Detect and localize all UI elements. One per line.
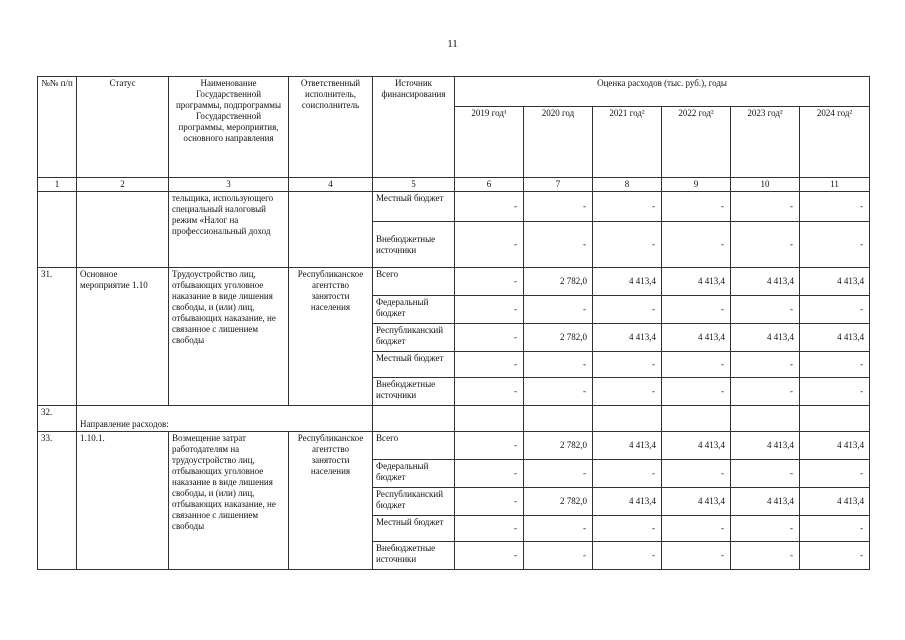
cell-value: - — [524, 516, 593, 542]
cell-source: Всего — [373, 432, 455, 460]
cell-source: Местный бюджет — [373, 516, 455, 542]
cell-value: - — [800, 296, 870, 324]
cell-value: - — [524, 542, 593, 570]
cell-executor: Республиканское агентство занятости населения — [289, 432, 373, 570]
header-num: №№ п/п — [38, 77, 77, 178]
cell-value: 4 413,4 — [800, 268, 870, 296]
cell-value: - — [662, 378, 731, 406]
cell-value: 4 413,4 — [662, 268, 731, 296]
cell-value: - — [455, 324, 524, 352]
expense-table — [37, 76, 870, 570]
cell-value: - — [800, 222, 870, 268]
cell-value: 4 413,4 — [662, 488, 731, 516]
cell-value: 4 413,4 — [593, 268, 662, 296]
cell-value: 4 413,4 — [662, 432, 731, 460]
cell-value: 4 413,4 — [731, 488, 800, 516]
cell-value: 4 413,4 — [731, 324, 800, 352]
cell-value — [524, 406, 593, 432]
direction-label: Направление расходов: — [77, 406, 373, 432]
column-number: 11 — [800, 178, 870, 192]
cell-value: - — [593, 192, 662, 222]
cell-value: - — [662, 352, 731, 378]
table-row — [38, 406, 870, 432]
cell-value: 2 782,0 — [524, 268, 593, 296]
header-year: 2020 год — [524, 107, 593, 178]
column-numbers-row — [38, 178, 870, 192]
header-year: 2023 год² — [731, 107, 800, 178]
cell-value: - — [731, 460, 800, 488]
cell-num: 32. — [38, 406, 77, 432]
header-year: 2021 год² — [593, 107, 662, 178]
cell-value: - — [455, 460, 524, 488]
cell-value: - — [731, 222, 800, 268]
cell-status — [77, 192, 169, 268]
cell-value: - — [455, 488, 524, 516]
cell-name: Возмещение затрат работодателям на трудоустройство лиц, отбывающих уголовное наказание в виде лишения свободы, и (или) лиц, отбывающих наказание, не связанное с лишением свободы — [169, 432, 289, 570]
cell-value: 4 413,4 — [800, 488, 870, 516]
cell-value: - — [800, 460, 870, 488]
cell-source: Внебюджетные источники — [373, 378, 455, 406]
cell-value: - — [524, 222, 593, 268]
cell-value: - — [455, 222, 524, 268]
column-number: 10 — [731, 178, 800, 192]
cell-value: - — [731, 352, 800, 378]
cell-value: - — [593, 296, 662, 324]
cell-value: 4 413,4 — [731, 432, 800, 460]
cell-value: 4 413,4 — [593, 488, 662, 516]
cell-value: - — [524, 460, 593, 488]
header-status: Статус — [77, 77, 169, 178]
cell-value: - — [662, 222, 731, 268]
cell-value: - — [455, 268, 524, 296]
column-number: 7 — [524, 178, 593, 192]
cell-value: - — [455, 352, 524, 378]
cell-value: - — [800, 192, 870, 222]
table-row — [38, 192, 870, 222]
cell-source: Местный бюджет — [373, 192, 455, 222]
cell-value: 2 782,0 — [524, 432, 593, 460]
cell-value: - — [455, 542, 524, 570]
cell-value: - — [731, 192, 800, 222]
cell-value: - — [593, 542, 662, 570]
header-year: 2024 год² — [800, 107, 870, 178]
cell-status: 1.10.1. — [77, 432, 169, 570]
header-estimate: Оценка расходов (тыс. руб.), годы — [455, 77, 870, 107]
cell-value: 4 413,4 — [593, 324, 662, 352]
cell-value — [593, 406, 662, 432]
cell-executor: Республиканское агентство занятости населения — [289, 268, 373, 406]
cell-value: 4 413,4 — [731, 268, 800, 296]
header-year: 2022 год² — [662, 107, 731, 178]
cell-source: Федеральный бюджет — [373, 296, 455, 324]
cell-value: - — [800, 542, 870, 570]
cell-value — [731, 406, 800, 432]
cell-source: Республиканский бюджет — [373, 324, 455, 352]
cell-value: - — [593, 222, 662, 268]
cell-source: Внебюджетные источники — [373, 222, 455, 268]
page-number: 11 — [447, 38, 458, 50]
cell-value: - — [524, 296, 593, 324]
cell-executor — [289, 192, 373, 268]
header-name: Наименование Государственной программы, подпрограммы Государственной программы, мероприятия, основного направления — [169, 77, 289, 178]
cell-value — [455, 406, 524, 432]
cell-value: - — [593, 460, 662, 488]
cell-value: - — [524, 352, 593, 378]
column-number: 6 — [455, 178, 524, 192]
cell-value: - — [455, 192, 524, 222]
table-row — [38, 268, 870, 296]
table-row — [38, 432, 870, 460]
cell-source: Внебюджетные источники — [373, 542, 455, 570]
column-number: 4 — [289, 178, 373, 192]
header-year: 2019 год¹ — [455, 107, 524, 178]
header-executor: Ответственный исполнитель, соисполнитель — [289, 77, 373, 178]
column-number: 3 — [169, 178, 289, 192]
cell-value: - — [731, 516, 800, 542]
cell-source: Местный бюджет — [373, 352, 455, 378]
cell-value: - — [455, 378, 524, 406]
cell-name: Трудоустройство лиц, отбывающих уголовное наказание в виде лишения свободы, и (или) лиц, отбывающих наказание, не связанное с лишением свободы — [169, 268, 289, 406]
column-number: 2 — [77, 178, 169, 192]
cell-value: - — [731, 296, 800, 324]
cell-value: - — [593, 378, 662, 406]
cell-value: - — [800, 516, 870, 542]
cell-name: тельщика, использующего специальный налоговый режим «Налог на профессиональный доход — [169, 192, 289, 268]
cell-value: - — [662, 542, 731, 570]
cell-num — [38, 192, 77, 268]
cell-value: - — [662, 516, 731, 542]
cell-source — [373, 406, 455, 432]
cell-value: - — [593, 352, 662, 378]
header-source: Источник финансирования — [373, 77, 455, 178]
cell-value: 4 413,4 — [800, 432, 870, 460]
cell-value: - — [455, 296, 524, 324]
cell-source: Всего — [373, 268, 455, 296]
cell-value — [662, 406, 731, 432]
cell-value: - — [524, 378, 593, 406]
cell-value: - — [593, 516, 662, 542]
cell-source: Республиканский бюджет — [373, 488, 455, 516]
cell-value: - — [455, 516, 524, 542]
cell-value: - — [662, 460, 731, 488]
column-number: 1 — [38, 178, 77, 192]
cell-value: - — [662, 296, 731, 324]
cell-value: - — [731, 542, 800, 570]
cell-value: - — [662, 192, 731, 222]
cell-value — [800, 406, 870, 432]
column-number: 5 — [373, 178, 455, 192]
cell-value: 4 413,4 — [800, 324, 870, 352]
cell-value: 2 782,0 — [524, 324, 593, 352]
column-number: 9 — [662, 178, 731, 192]
header-row — [38, 77, 870, 107]
cell-value: 2 782,0 — [524, 488, 593, 516]
cell-num: 33. — [38, 432, 77, 570]
cell-status: Основное мероприятие 1.10 — [77, 268, 169, 406]
column-number: 8 — [593, 178, 662, 192]
cell-value: - — [524, 192, 593, 222]
cell-value: - — [731, 378, 800, 406]
cell-num: 31. — [38, 268, 77, 406]
cell-value: - — [455, 432, 524, 460]
cell-value: - — [800, 352, 870, 378]
cell-value: - — [800, 378, 870, 406]
cell-value: 4 413,4 — [593, 432, 662, 460]
cell-value: 4 413,4 — [662, 324, 731, 352]
cell-source: Федеральный бюджет — [373, 460, 455, 488]
